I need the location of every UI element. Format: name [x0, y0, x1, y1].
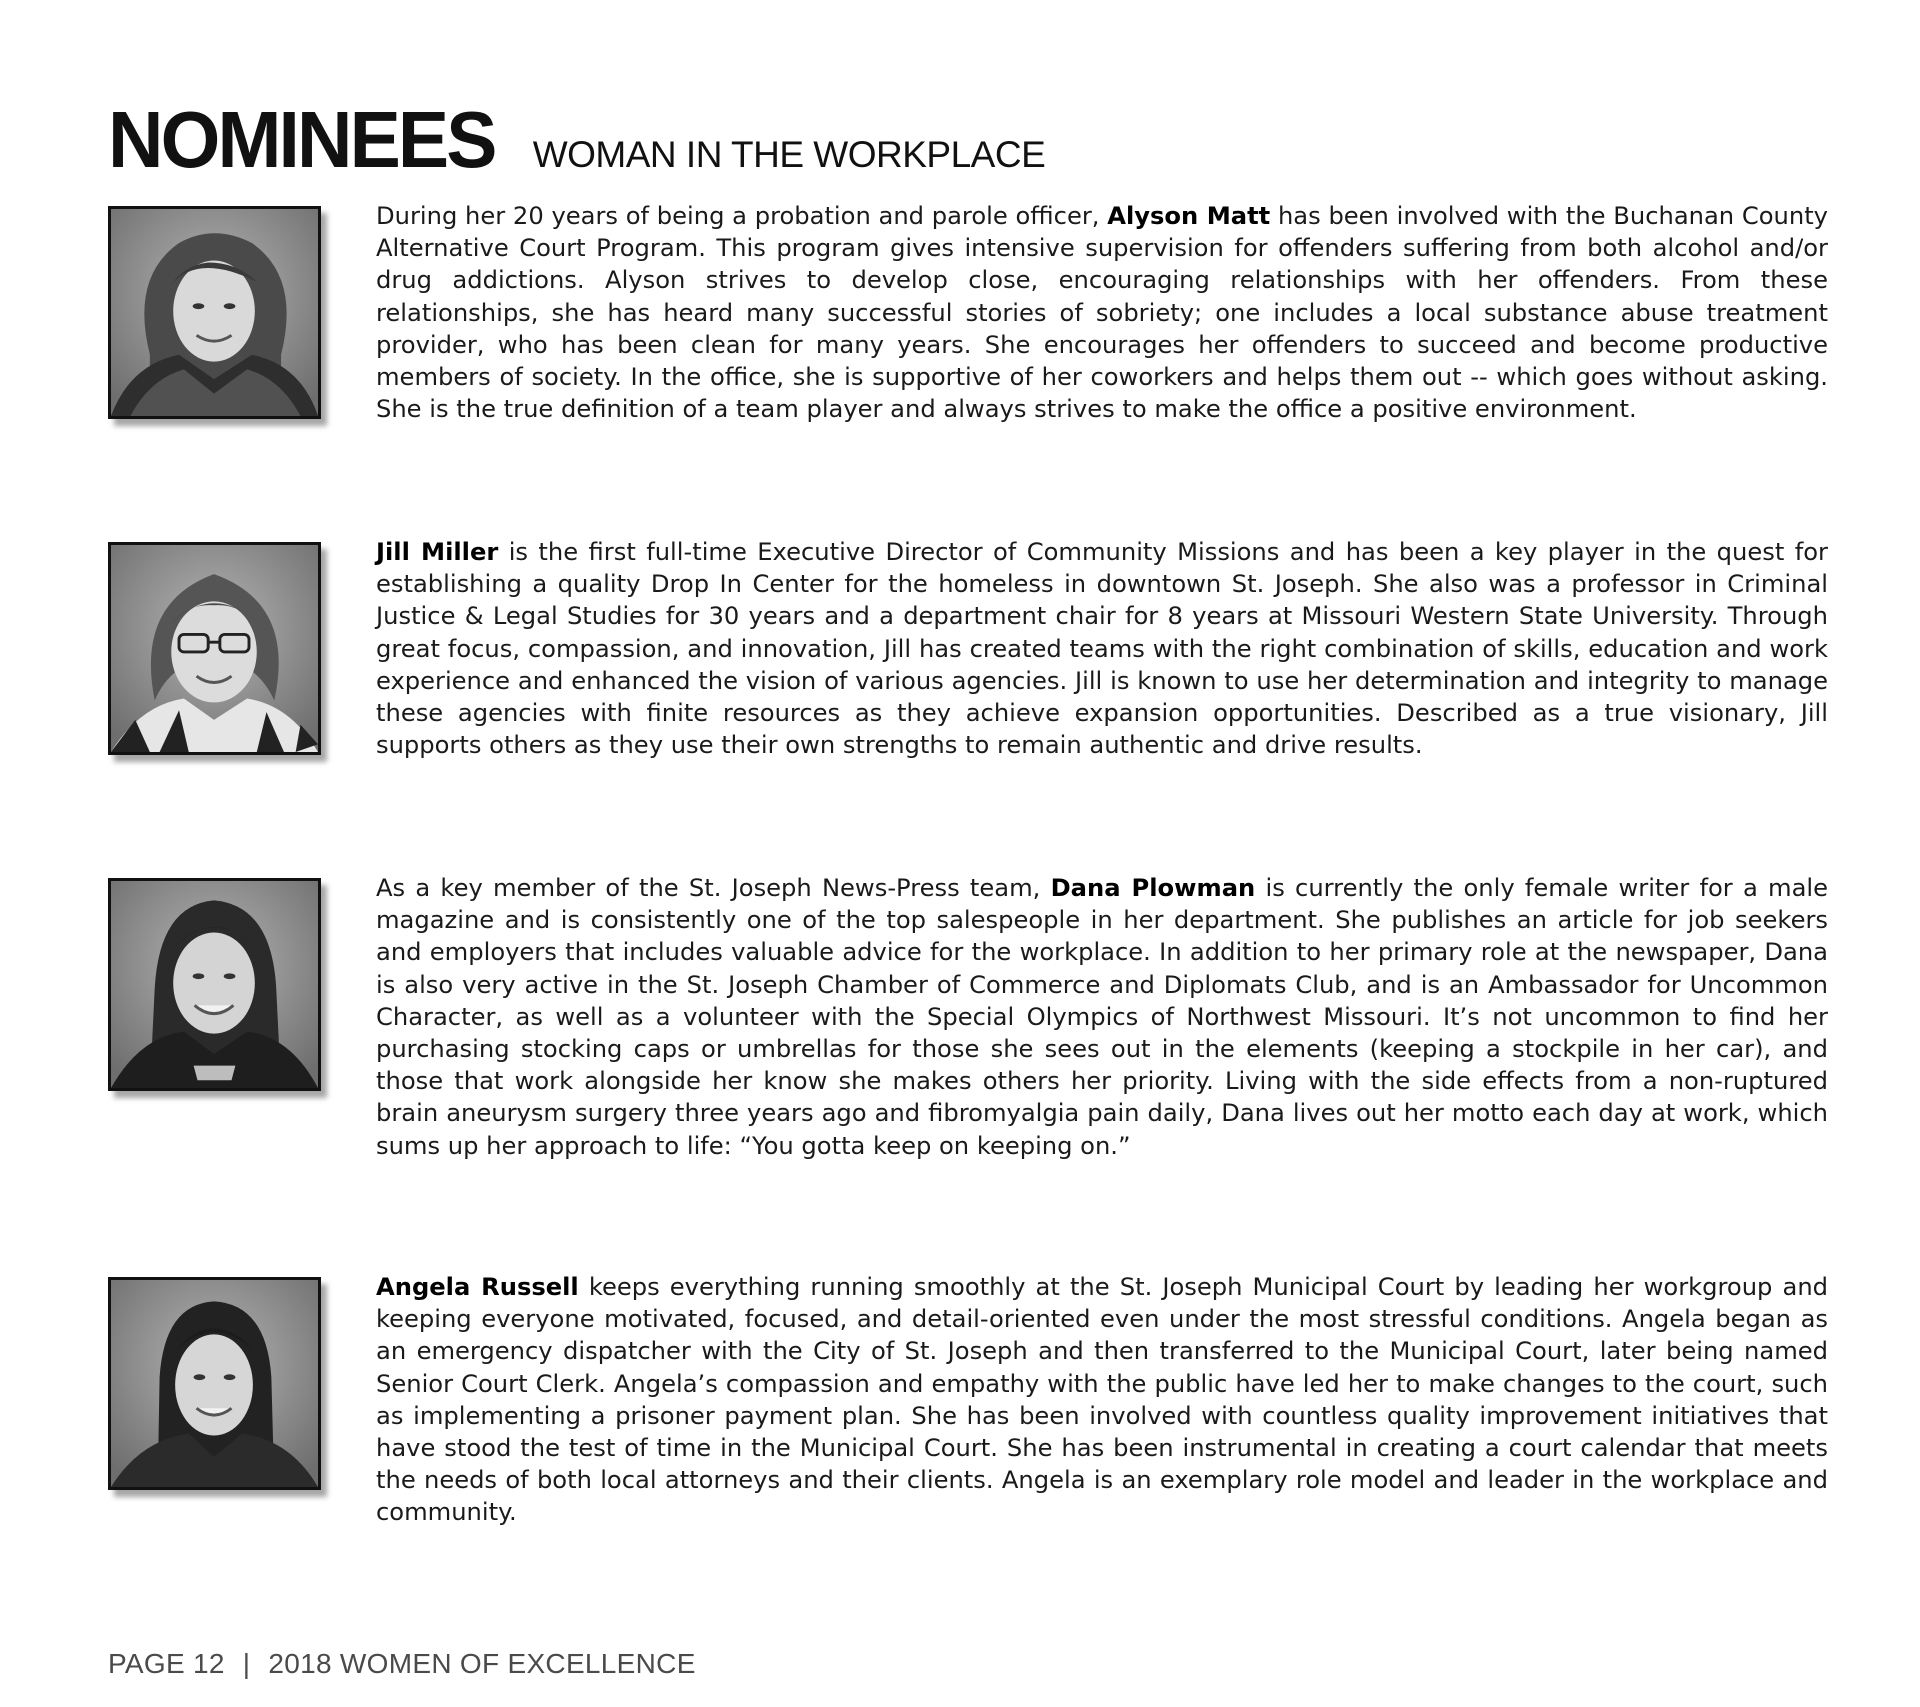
- bio-text-after: is currently the only female writer for a male magazine and is consistently one of the top salespeople in her department. She publishes an article for job seekers and employers that includes valuable advice for the workplace. In addition to her primary role at the newspaper, Dana is also very active in the St. Joseph Chamber of Commerce and Diplomats Club, and is an Ambassador for Uncommon Character, as well as a volunteer with the Special Olympics of Northwest Missouri. It’s not uncommon to find her purchasing stocking caps or umbrellas for those she sees out in the elements (keeping a stockpile in her car), and those that work alongside her know she makes others her priority. Living with the side effects from a non-ruptured brain aneurysm surgery three years ago and fibromyalgia pain daily, Dana lives out her motto each day at work, which sums up her approach to life: “You gotta keep on keeping on.”: [376, 874, 1828, 1160]
- page-number: PAGE 12: [108, 1648, 225, 1679]
- portrait-image: [111, 1280, 318, 1487]
- nominee-bio: [376, 200, 1828, 425]
- publication-title: 2018 WOMEN OF EXCELLENCE: [268, 1648, 696, 1679]
- page-title: NOMINEES: [108, 95, 495, 184]
- bio-text-after: is the first full-time Executive Director of Community Missions and has been a key player in the quest for establishing a quality Drop In Center for the homeless in downtown St. Joseph. She also was a professor in Criminal Justice & Legal Studies for 30 years and a department chair for 8 years at Missouri Western State University. Through great focus, compassion, and innovation, Jill has created teams with the right combination of skills, education and work experience and enhanced the vision of various agencies. Jill is known to use her determination and integrity to manage these agencies with finite resources as they achieve expansion opportunities. Described as a true visionary, Jill supports others as they use their own strengths to remain authentic and drive results.: [376, 538, 1828, 760]
- footer-separator: |: [242, 1648, 251, 1679]
- nominee-bio: [376, 536, 1828, 761]
- bio-text-before: During her 20 years of being a probation and parole officer,: [376, 202, 1108, 230]
- page-header: [108, 95, 1046, 184]
- bio-text-after: has been involved with the Buchanan County Alternative Court Program. This program gives intensive supervision for offenders suffering from both alcohol and/or drug addictions. Alyson strives to develop close, encouraging relationships with her offenders. From these relationships, she has heard many successful stories of sobriety; one includes a local substance abuse treatment provider, who has been clean for many years. She encourages her offenders to succeed and become productive members of society. In the office, she is supportive of her coworkers and helps them out -- which goes without asking. She is the true definition of a team player and always strives to make the office a positive environment.: [376, 202, 1828, 424]
- portrait-image: [111, 545, 318, 752]
- portrait-image: [111, 209, 318, 416]
- nominee-name: Jill Miller: [376, 538, 499, 566]
- nominee-photo: [108, 1277, 321, 1490]
- nominee-name: Dana Plowman: [1050, 874, 1256, 902]
- bio-text-after: keeps everything running smoothly at the St. Joseph Municipal Court by leading her workgroup and keeping everyone motivated, focused, and detail-oriented even under the most stressful conditions. Angela began as an emergency dispatcher with the City of St. Joseph and then transferred to the Municipal Court, later being named Senior Court Clerk. Angela’s compassion and empathy with the public have led her to make changes to the court, such as implementing a prisoner payment plan. She has been involved with countless quality improvement initiatives that have stood the test of time in the Municipal Court. She has been instrumental in creating a court calendar that meets the needs of both local attorneys and their clients. Angela is an exemplary role model and leader in the workplace and community.: [376, 1273, 1828, 1527]
- nominee-name: Alyson Matt: [1107, 202, 1271, 230]
- page-subtitle: WOMAN IN THE WORKPLACE: [532, 134, 1046, 175]
- nominee-name: Angela Russell: [376, 1273, 579, 1301]
- bio-text-before: As a key member of the St. Joseph News-Press team,: [376, 874, 1051, 902]
- nominee-photo: [108, 542, 321, 755]
- nominee-bio: [376, 1271, 1828, 1529]
- portrait-image: [111, 881, 318, 1088]
- nominee-photo: [108, 206, 321, 419]
- nominee-photo: [108, 878, 321, 1091]
- nominee-bio: [376, 872, 1828, 1162]
- page-footer: [108, 1648, 696, 1680]
